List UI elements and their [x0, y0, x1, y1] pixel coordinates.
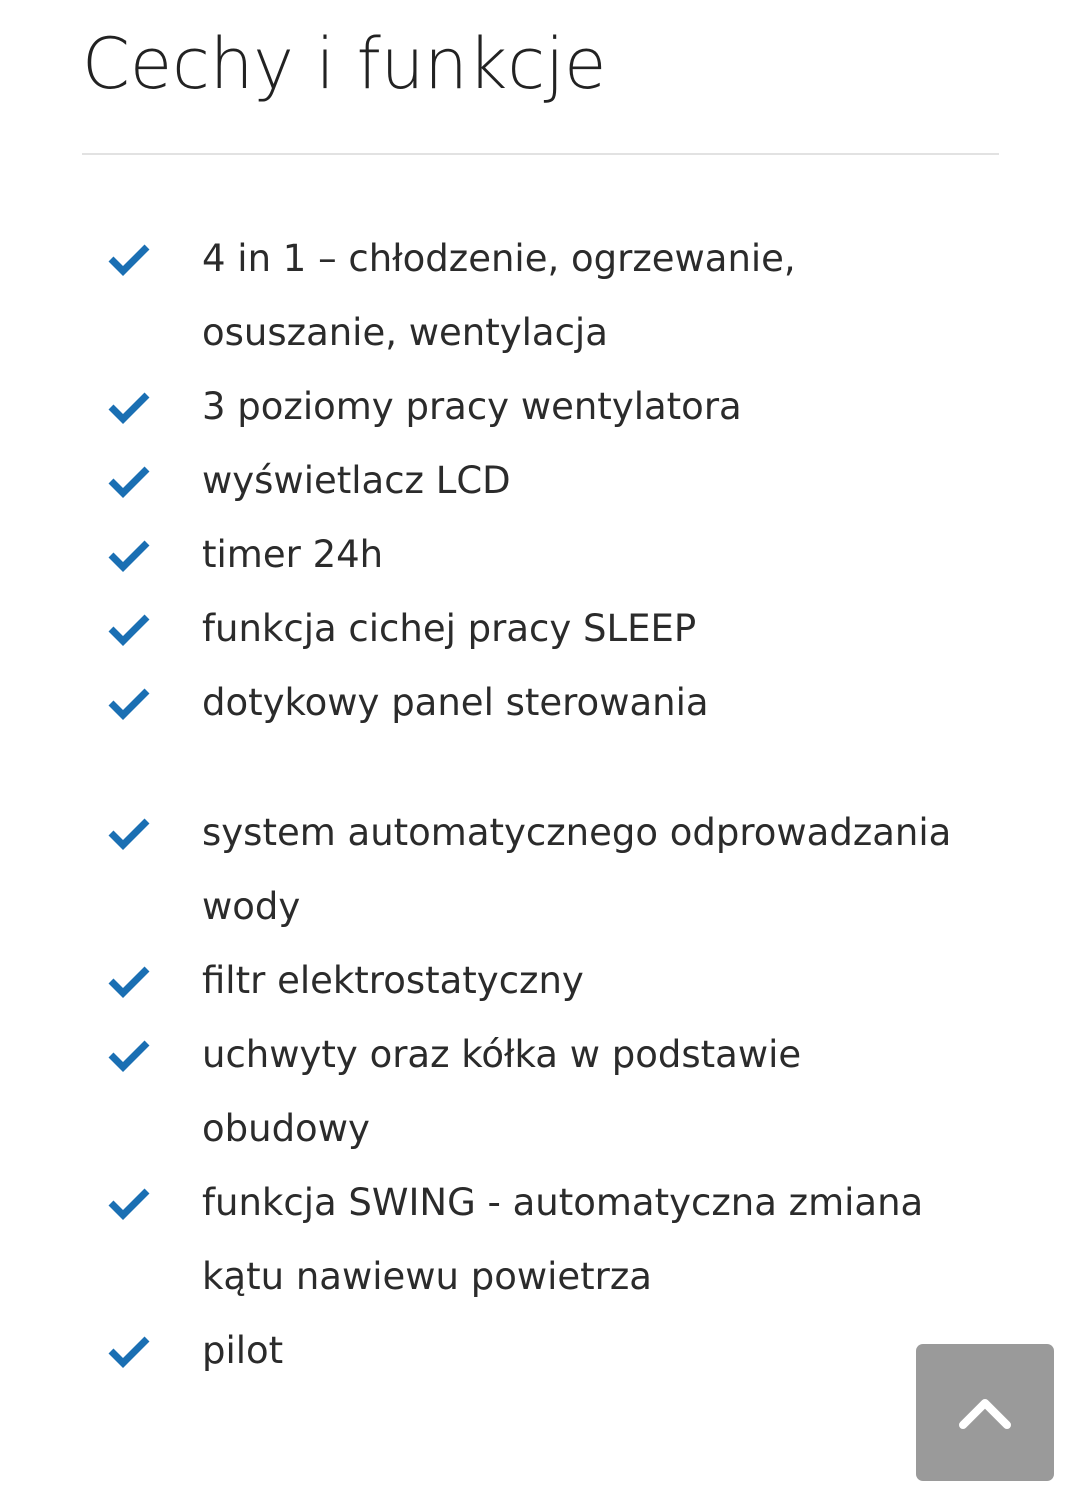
feature-item — [0, 944, 1080, 1018]
title-divider — [82, 153, 999, 155]
feature-text: filtr elektrostatyczny — [202, 959, 584, 1002]
page-title: Cechy i funkcje — [82, 23, 607, 105]
feature-item — [0, 1166, 1080, 1314]
chevron-up-icon — [959, 1397, 1011, 1429]
feature-text: 3 poziomy pracy wentylatora — [202, 385, 742, 428]
checkmark-icon — [108, 242, 150, 276]
feature-item — [0, 222, 1080, 370]
feature-item — [0, 1018, 1080, 1166]
feature-item — [0, 666, 1080, 740]
feature-text: timer 24h — [202, 533, 384, 576]
feature-text: system automatycznego odprowadzania wody — [202, 811, 952, 928]
feature-text: wyświetlacz LCD — [202, 459, 511, 502]
feature-list — [0, 222, 1080, 1388]
checkmark-icon — [108, 464, 150, 498]
feature-text: 4 in 1 – chłodzenie, ogrzewanie, osuszanie, wentylacja — [202, 237, 796, 354]
feature-item — [0, 370, 1080, 444]
feature-text: dotykowy panel sterowania — [202, 681, 709, 724]
feature-text: pilot — [202, 1329, 284, 1372]
checkmark-icon — [108, 964, 150, 998]
feature-text: funkcja cichej pracy SLEEP — [202, 607, 697, 650]
checkmark-icon — [108, 612, 150, 646]
checkmark-icon — [108, 816, 150, 850]
feature-item — [0, 796, 1080, 944]
feature-item — [0, 444, 1080, 518]
feature-text: uchwyty oraz kółka w podstawie obudowy — [202, 1033, 802, 1150]
checkmark-icon — [108, 1334, 150, 1368]
checkmark-icon — [108, 390, 150, 424]
checkmark-icon — [108, 538, 150, 572]
checkmark-icon — [108, 686, 150, 720]
checkmark-icon — [108, 1038, 150, 1072]
scroll-to-top-button[interactable] — [916, 1344, 1054, 1481]
feature-text: funkcja SWING - automatyczna zmiana kątu nawiewu powietrza — [202, 1181, 924, 1298]
feature-item — [0, 518, 1080, 592]
feature-item — [0, 592, 1080, 666]
checkmark-icon — [108, 1186, 150, 1220]
